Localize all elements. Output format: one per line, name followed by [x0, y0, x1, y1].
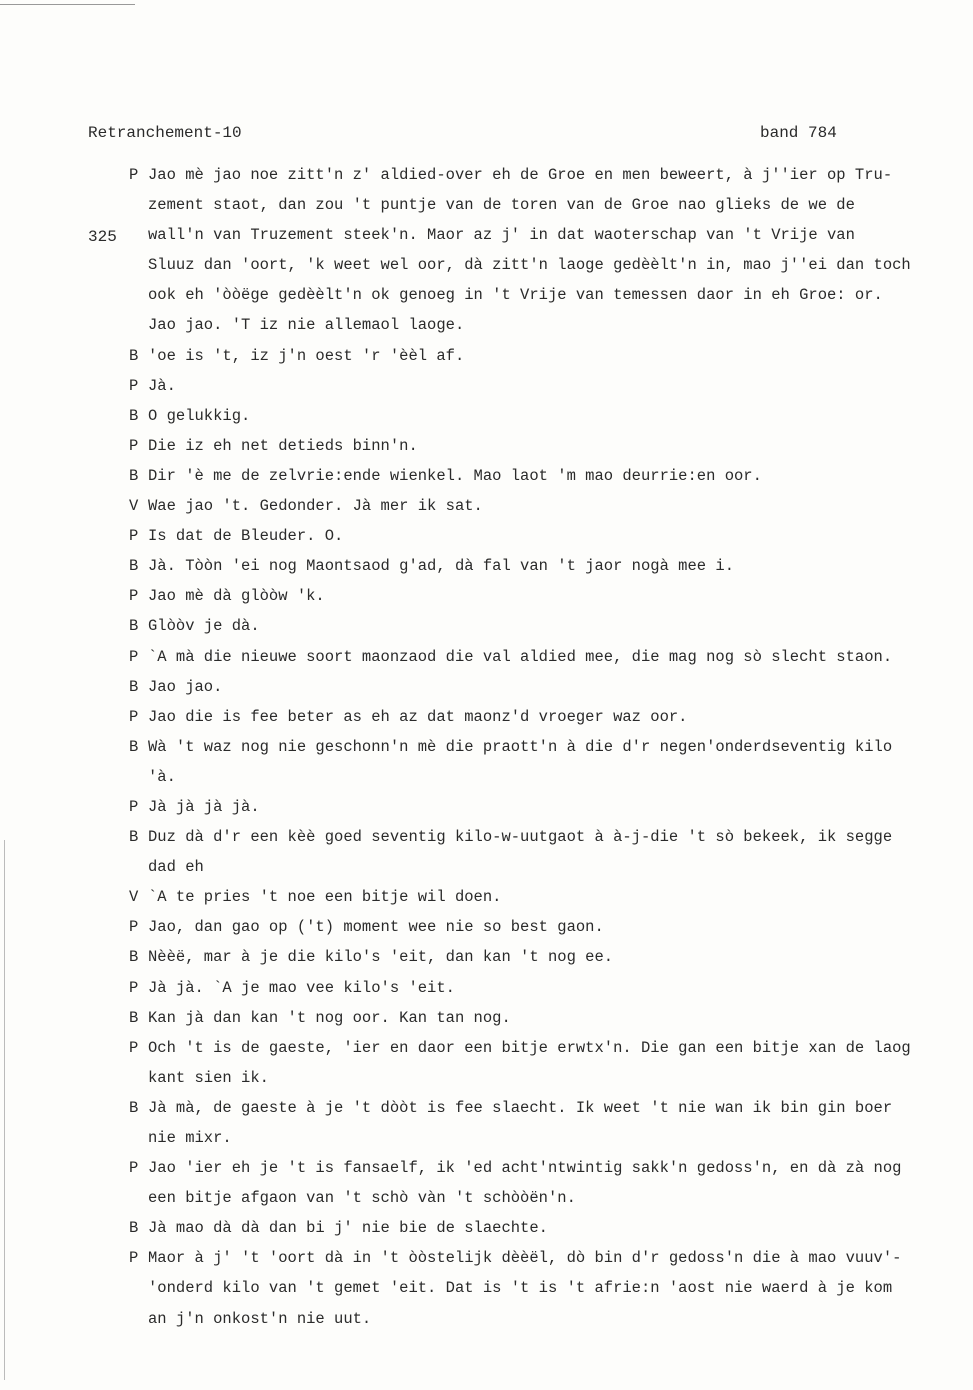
line-text: Jao jao. — [148, 677, 223, 696]
line-text: zement staot, dan zou 't puntje van de toren van de Groe nao glieks de we de — [148, 196, 855, 215]
line-text: `A te pries 't noe een bitje wil doen. — [148, 888, 502, 907]
transcript-entry — [129, 160, 973, 341]
transcript-line — [129, 1033, 973, 1063]
speaker-label: P — [129, 1249, 139, 1268]
transcript-line — [129, 611, 973, 641]
speaker-label: B — [129, 948, 139, 967]
line-text: O gelukkig. — [148, 406, 251, 425]
speaker-label: B — [129, 1098, 139, 1117]
transcript-entry — [129, 642, 973, 672]
speaker-label: B — [129, 1008, 139, 1027]
line-text: Wae jao 't. Gedonder. Jà mer ik sat. — [148, 497, 483, 516]
line-text: 'à. — [148, 767, 176, 786]
transcript-entry — [129, 581, 973, 611]
transcript-line — [129, 581, 973, 611]
line-text: Jao jao. 'T iz nie allemaol laoge. — [148, 316, 465, 335]
transcript-line — [129, 1003, 973, 1033]
transcript-entry — [129, 1093, 973, 1153]
transcript-entry — [129, 611, 973, 641]
transcript-line — [129, 1213, 973, 1243]
line-text: Jao, dan gao op ('t) moment wee nie so best gaon. — [148, 918, 604, 937]
document-title: Retranchement-10 — [88, 124, 242, 142]
transcript-line — [129, 431, 973, 461]
transcript-entry — [129, 1153, 973, 1213]
transcript-line — [129, 190, 973, 220]
line-text: 'oe is 't, iz j'n oest 'r 'èèl af. — [148, 346, 465, 365]
transcript-line — [129, 551, 973, 581]
transcript-entry — [129, 371, 973, 401]
speaker-label: B — [129, 617, 139, 636]
transcript-line — [129, 702, 973, 732]
line-text: wall'n van Truzement steek'n. Maor az j' in dat waoterschap van 't Vrije van — [148, 226, 855, 245]
line-text: Jà. Tòòn 'ei nog Maontsaod g'ad, dà fal van 't jaor nogà mee i. — [148, 557, 734, 576]
speaker-label: V — [129, 888, 139, 907]
band-number: band 784 — [760, 124, 837, 142]
speaker-label: B — [129, 557, 139, 576]
transcript-line — [129, 882, 973, 912]
line-text: Maor à j' 't 'oort dà in 't òòstelijk dèèël, dò bin d'r gedoss'n die à mao vuuv'- — [148, 1249, 902, 1268]
line-text: Jà. — [148, 376, 176, 395]
transcript-line — [129, 642, 973, 672]
speaker-label: P — [129, 797, 139, 816]
transcript-entry — [129, 431, 973, 461]
transcript-entry — [129, 702, 973, 732]
speaker-label: P — [129, 376, 139, 395]
transcript-line — [129, 280, 973, 310]
transcript-line — [129, 1243, 973, 1273]
speaker-label: V — [129, 497, 139, 516]
transcript-line — [129, 401, 973, 431]
transcript-line — [129, 1183, 973, 1213]
speaker-label: B — [129, 1219, 139, 1238]
transcript-entry — [129, 551, 973, 581]
line-text: een bitje afgaon van 't schò vàn 't schòòën'n. — [148, 1189, 576, 1208]
transcript-entry — [129, 672, 973, 702]
transcript-line — [129, 732, 973, 762]
transcript-entry — [129, 912, 973, 942]
speaker-label: B — [129, 828, 139, 847]
transcript-line — [129, 1093, 973, 1123]
transcript-line — [129, 461, 973, 491]
speaker-label: P — [129, 527, 139, 546]
speaker-label: P — [129, 587, 139, 606]
line-text: Dir 'è me de zelvrie:ende wienkel. Mao laot 'm mao deurrie:en oor. — [148, 466, 762, 485]
line-text: kant sien ik. — [148, 1068, 269, 1087]
transcript-entry — [129, 341, 973, 371]
speaker-label: B — [129, 737, 139, 756]
line-text: `A mà die nieuwe soort maonzaod die val aldied mee, die mag nog sò slecht staon. — [148, 647, 893, 666]
transcript-line — [129, 371, 973, 401]
transcript-line — [129, 1304, 973, 1334]
line-text: Jà jà jà jà. — [148, 797, 260, 816]
line-text: Glòòv je dà. — [148, 617, 260, 636]
speaker-label: B — [129, 466, 139, 485]
transcript-line — [129, 521, 973, 551]
transcript-entry — [129, 491, 973, 521]
transcript-entry — [129, 1213, 973, 1243]
transcript-entry — [129, 401, 973, 431]
line-text: Nèèë, mar à je die kilo's 'eit, dan kan 't nog ee. — [148, 948, 614, 967]
line-text: Jà jà. `A je mao vee kilo's 'eit. — [148, 978, 455, 997]
transcript-line — [129, 852, 973, 882]
transcript-line — [129, 220, 973, 250]
line-text: nie mixr. — [148, 1129, 232, 1147]
transcript-entry — [129, 882, 973, 912]
transcript-line — [129, 672, 973, 702]
line-text: Jao mè jao noe zitt'n z' aldied-over eh de Groe en men beweert, à j''ier op Tru- — [148, 166, 893, 184]
speaker-label: B — [129, 406, 139, 425]
transcript-body — [129, 160, 973, 1334]
transcript-entry — [129, 792, 973, 822]
transcript-line — [129, 1123, 973, 1153]
speaker-label: P — [129, 707, 139, 726]
speaker-label: B — [129, 346, 139, 365]
top-edge-line — [0, 4, 135, 5]
transcript-line — [129, 822, 973, 852]
line-text: 'onderd kilo van 't gemet 'eit. Dat is 't is 't afrie:n 'aost nie waerd à je kom — [148, 1279, 893, 1298]
transcript-line — [129, 250, 973, 280]
transcript-entry — [129, 461, 973, 491]
transcript-line — [129, 491, 973, 521]
transcript-entry — [129, 1243, 973, 1333]
transcript-entry — [129, 521, 973, 551]
transcript-entry — [129, 732, 973, 792]
transcript-line — [129, 792, 973, 822]
speaker-label: P — [129, 978, 139, 997]
line-text: Jao 'ier eh je 't is fansaelf, ik 'ed acht'ntwintig sakk'n gedoss'n, en dà zà nog — [148, 1159, 902, 1178]
transcript-line — [129, 1153, 973, 1183]
transcript-entry — [129, 942, 973, 972]
speaker-label: P — [129, 436, 139, 455]
transcript-line — [129, 973, 973, 1003]
speaker-label: P — [129, 166, 139, 184]
left-margin-rule — [4, 840, 5, 1380]
line-text: Wà 't waz nog nie geschonn'n mè die praott'n à die d'r negen'onderdseventig kilo — [148, 737, 893, 756]
transcript-line — [129, 762, 973, 792]
transcript-entry — [129, 1003, 973, 1033]
speaker-label: P — [129, 918, 139, 937]
speaker-label: P — [129, 1159, 139, 1178]
transcript-line — [129, 160, 973, 190]
line-text: Sluuz dan 'oort, 'k weet wel oor, dà zitt'n laoge gedèèlt'n in, mao j''ei dan toch — [148, 256, 911, 275]
line-text: Jà mao dà dà dan bi j' nie bie de slaechte. — [148, 1219, 548, 1238]
transcript-line — [129, 912, 973, 942]
line-text: Och 't is de gaeste, 'ier en daor een bitje erwtx'n. Die gan een bitje xan de laog — [148, 1038, 911, 1057]
speaker-label: P — [129, 1038, 139, 1057]
transcript-entry — [129, 822, 973, 882]
line-text: ook eh 'òòëge gedèèlt'n ok genoeg in 't Vrije van temessen daor in eh Groe: or. — [148, 286, 883, 305]
line-text: Kan jà dan kan 't nog oor. Kan tan nog. — [148, 1008, 511, 1027]
transcript-entry — [129, 973, 973, 1003]
transcript-line — [129, 1063, 973, 1093]
speaker-label: P — [129, 647, 139, 666]
transcript-line — [129, 310, 973, 340]
margin-line-number: 325 — [88, 228, 117, 246]
transcript-line — [129, 341, 973, 371]
line-text: Duz dà d'r een kèè goed seventig kilo-w-uutgaot à à-j-die 't sò bekeek, ik segge — [148, 828, 893, 847]
transcript-line — [129, 1273, 973, 1303]
line-text: an j'n onkost'n nie uut. — [148, 1309, 372, 1328]
line-text: Is dat de Bleuder. O. — [148, 527, 344, 546]
line-text: Jao die is fee beter as eh az dat maonz'd vroeger waz oor. — [148, 707, 688, 726]
speaker-label: B — [129, 677, 139, 696]
line-text: Die iz eh net detieds binn'n. — [148, 436, 418, 455]
transcript-entry — [129, 1033, 973, 1093]
transcript-line — [129, 942, 973, 972]
line-text: Jao mè dà glòòw 'k. — [148, 587, 325, 606]
line-text: dad eh — [148, 858, 204, 877]
line-text: Jà mà, de gaeste à je 't dòòt is fee slaecht. Ik weet 't nie wan ik bin gin boer — [148, 1098, 893, 1117]
